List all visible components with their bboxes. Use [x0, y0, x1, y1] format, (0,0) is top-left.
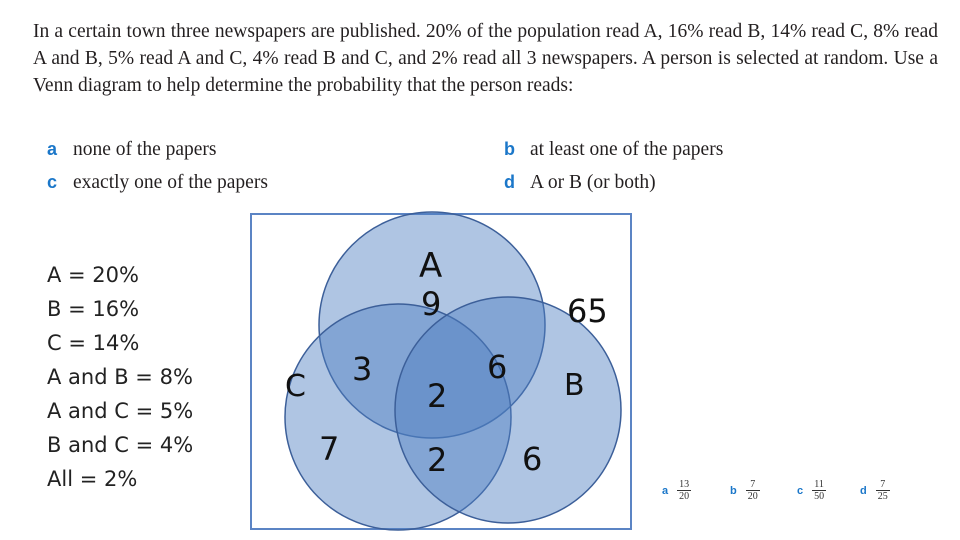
- given-a-and-c: A and C = 5%: [47, 399, 194, 423]
- part-d-label: d: [504, 172, 515, 192]
- answer-d-numerator: 7: [880, 479, 886, 490]
- answer-b: [730, 480, 760, 501]
- answer-d: [860, 480, 890, 501]
- given-a: A = 20%: [47, 263, 139, 287]
- region-only-b: 6: [522, 440, 543, 478]
- given-b: B = 16%: [47, 297, 140, 321]
- answer-b-numerator: 7: [750, 479, 756, 490]
- answer-b-fraction: [746, 480, 760, 501]
- part-d-text: A or B (or both): [530, 172, 656, 193]
- part-a-text: none of the papers: [73, 139, 217, 160]
- problem-text: In a certain town three newspapers are published. 20% of the population read A, 16% read B, 14% read C, 8% read A and B, 5% read A and C, 4% read B and C, and 2% read all 3 newspapers. A person is selected at random. Use a Venn diagram to help determine the probability that the person reads:: [33, 21, 938, 96]
- set-label-c: C: [285, 369, 306, 404]
- region-only-c: 7: [319, 430, 340, 468]
- answer-c-fraction: [812, 480, 826, 501]
- region-a-and-b: 6: [487, 348, 508, 386]
- answer-b-label: b: [730, 484, 737, 497]
- part-c-label: c: [47, 172, 58, 192]
- part-c-text: exactly one of the papers: [73, 172, 268, 193]
- set-label-b: B: [564, 368, 585, 403]
- part-b-text: at least one of the papers: [530, 139, 724, 160]
- given-b-and-c: B and C = 4%: [47, 433, 194, 457]
- given-a-and-b: A and B = 8%: [47, 365, 193, 389]
- given-all: All = 2%: [47, 467, 138, 491]
- region-outside: 65: [567, 292, 608, 330]
- answer-c-label: c: [797, 484, 804, 497]
- given-c: C = 14%: [47, 331, 140, 355]
- answer-d-denominator: 25: [877, 491, 888, 502]
- answer-a: [662, 480, 691, 501]
- answer-b-denominator: 20: [747, 491, 758, 502]
- part-a-label: a: [47, 139, 58, 159]
- region-all-three: 2: [427, 377, 448, 415]
- answer-a-numerator: 13: [679, 479, 690, 490]
- answer-a-label: a: [662, 484, 669, 497]
- answer-c-numerator: 11: [814, 479, 824, 490]
- part-b-label: b: [504, 139, 515, 159]
- region-only-a: 9: [421, 285, 442, 323]
- answer-c-denominator: 50: [814, 491, 825, 502]
- region-b-and-c: 2: [427, 441, 448, 479]
- answer-a-fraction: [677, 480, 691, 501]
- answer-c: [797, 480, 826, 501]
- region-a-and-c: 3: [352, 350, 373, 388]
- answer-d-fraction: [876, 480, 890, 501]
- answer-a-denominator: 20: [679, 491, 690, 502]
- answer-d-label: d: [860, 484, 867, 497]
- set-label-a: A: [419, 246, 443, 286]
